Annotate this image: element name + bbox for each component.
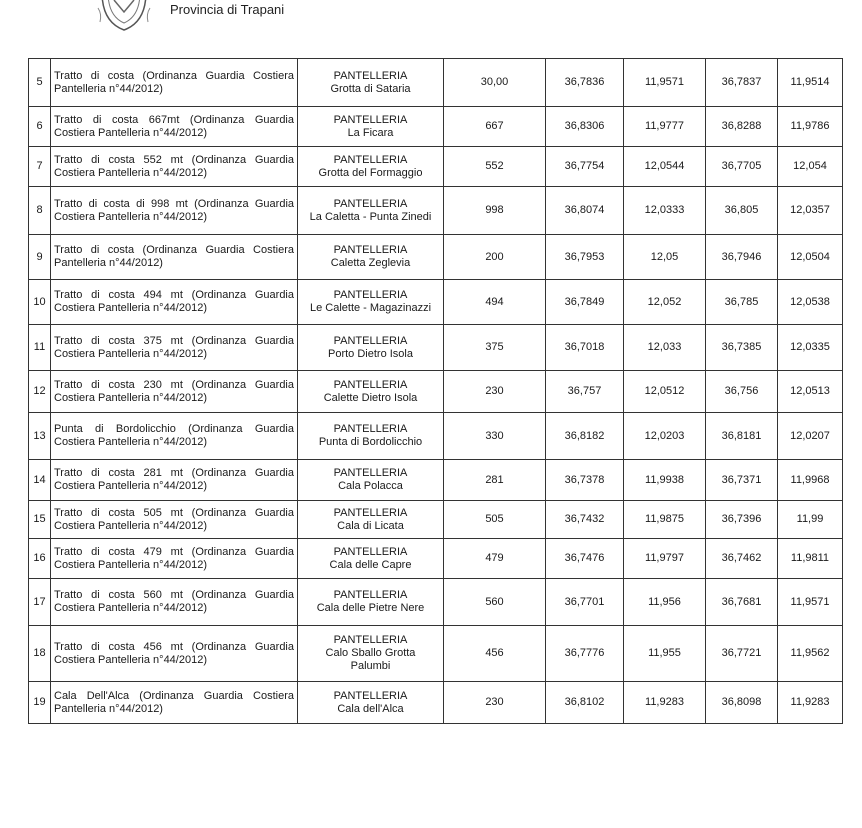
row-length: 479 [444, 539, 546, 579]
table-row [29, 682, 843, 724]
row-location [298, 460, 444, 501]
location-municipality: PANTELLERIA [333, 689, 408, 702]
row-lon-end: 11,9514 [778, 59, 843, 107]
row-length: 281 [444, 460, 546, 501]
row-lat-end: 36,8181 [706, 413, 778, 460]
location-site: La Ficara [347, 126, 394, 139]
row-location [298, 280, 444, 325]
row-lat-start: 36,7476 [546, 539, 624, 579]
row-lon-end: 12,0513 [778, 371, 843, 413]
row-number: 15 [29, 501, 51, 539]
row-description: Tratto di costa 281 mt (Ordinanza Guardia Costiera Pantelleria n°44/2012) [51, 460, 298, 501]
location-site: Calo Sballo Grotta [325, 647, 416, 659]
row-lat-end: 36,7946 [706, 235, 778, 280]
row-lon-end: 11,9968 [778, 460, 843, 501]
row-description: Tratto di costa di 998 mt (Ordinanza Guardia Costiera Pantelleria n°44/2012) [51, 187, 298, 235]
row-lat-end: 36,805 [706, 187, 778, 235]
row-lat-start: 36,7378 [546, 460, 624, 501]
row-number: 7 [29, 147, 51, 187]
row-length: 230 [444, 371, 546, 413]
row-lat-start: 36,8074 [546, 187, 624, 235]
row-number: 12 [29, 371, 51, 413]
table-row [29, 539, 843, 579]
location-municipality: PANTELLERIA [333, 244, 408, 256]
location-municipality: PANTELLERIA [333, 378, 408, 391]
row-lon-start: 12,052 [624, 280, 706, 325]
row-location [298, 413, 444, 460]
row-length: 552 [444, 147, 546, 187]
row-lon-start: 12,0512 [624, 371, 706, 413]
location-municipality: PANTELLERIA [333, 423, 408, 435]
table-row [29, 501, 843, 539]
row-lat-start: 36,7432 [546, 501, 624, 539]
row-lat-start: 36,8102 [546, 682, 624, 724]
row-description: Tratto di costa 494 mt (Ordinanza Guardia Costiera Pantelleria n°44/2012) [51, 280, 298, 325]
row-lon-end: 12,0335 [778, 325, 843, 371]
row-length: 494 [444, 280, 546, 325]
location-municipality: PANTELLERIA [333, 69, 408, 82]
table-row [29, 413, 843, 460]
row-length: 330 [444, 413, 546, 460]
row-lat-end: 36,7385 [706, 325, 778, 371]
location-municipality: PANTELLERIA [333, 197, 408, 210]
row-length: 456 [444, 626, 546, 682]
table-row [29, 371, 843, 413]
row-location [298, 371, 444, 413]
row-lat-start: 36,7018 [546, 325, 624, 371]
row-number: 14 [29, 460, 51, 501]
row-location [298, 579, 444, 626]
row-lon-start: 12,033 [624, 325, 706, 371]
row-lat-start: 36,8182 [546, 413, 624, 460]
row-description: Punta di Bordolicchio (Ordinanza Guardia Costiera Pantelleria n°44/2012) [51, 413, 298, 460]
row-lat-start: 36,757 [546, 371, 624, 413]
row-length: 560 [444, 579, 546, 626]
row-length: 998 [444, 187, 546, 235]
location-site: Porto Dietro Isola [328, 347, 413, 360]
row-lon-end: 11,9283 [778, 682, 843, 724]
row-lon-end: 11,9562 [778, 626, 843, 682]
row-lat-start: 36,7754 [546, 147, 624, 187]
row-number: 19 [29, 682, 51, 724]
table-row [29, 325, 843, 371]
row-lat-end: 36,8098 [706, 682, 778, 724]
row-lon-start: 11,9571 [624, 59, 706, 107]
row-lon-end: 12,0504 [778, 235, 843, 280]
location-municipality: PANTELLERIA [333, 634, 408, 646]
row-length: 667 [444, 107, 546, 147]
row-number: 11 [29, 325, 51, 371]
row-location [298, 235, 444, 280]
row-lat-end: 36,7371 [706, 460, 778, 501]
row-lon-end: 12,054 [778, 147, 843, 187]
row-lon-start: 11,955 [624, 626, 706, 682]
row-lon-end: 11,9571 [778, 579, 843, 626]
row-lon-end: 11,9786 [778, 107, 843, 147]
row-location [298, 59, 444, 107]
row-lon-start: 11,956 [624, 579, 706, 626]
location-municipality: PANTELLERIA [333, 506, 408, 519]
row-lat-end: 36,7462 [706, 539, 778, 579]
row-description: Tratto di costa (Ordinanza Guardia Costiera Pantelleria n°44/2012) [51, 235, 298, 280]
row-lon-end: 12,0207 [778, 413, 843, 460]
row-description: Tratto di costa 456 mt (Ordinanza Guardia Costiera Pantelleria n°44/2012) [51, 626, 298, 682]
province-crest-icon [96, 0, 152, 32]
row-lat-end: 36,7396 [706, 501, 778, 539]
row-lat-end: 36,8288 [706, 107, 778, 147]
table-row [29, 579, 843, 626]
row-length: 30,00 [444, 59, 546, 107]
row-lon-start: 12,05 [624, 235, 706, 280]
location-site: Grotta del Formaggio [318, 166, 423, 179]
table-row [29, 626, 843, 682]
row-lon-start: 12,0544 [624, 147, 706, 187]
row-lon-end: 12,0357 [778, 187, 843, 235]
location-site: Palumbi [350, 660, 391, 672]
province-name: Provincia di Trapani [170, 2, 285, 17]
table-row [29, 147, 843, 187]
location-site: Cala Polacca [338, 480, 403, 492]
row-lat-end: 36,785 [706, 280, 778, 325]
row-lon-end: 11,99 [778, 501, 843, 539]
table-row [29, 59, 843, 107]
location-municipality: PANTELLERIA [333, 589, 408, 601]
row-location [298, 147, 444, 187]
row-lon-start: 11,9777 [624, 107, 706, 147]
row-number: 16 [29, 539, 51, 579]
row-number: 10 [29, 280, 51, 325]
row-lon-end: 11,9811 [778, 539, 843, 579]
location-municipality: PANTELLERIA [333, 467, 408, 479]
row-lon-start: 11,9938 [624, 460, 706, 501]
row-number: 6 [29, 107, 51, 147]
row-length: 200 [444, 235, 546, 280]
table-row [29, 460, 843, 501]
location-site: Le Calette - Magazinazzi [309, 302, 432, 314]
location-site: Cala delle Pietre Nere [316, 602, 425, 614]
location-municipality: PANTELLERIA [333, 153, 408, 166]
location-site: Calette Dietro Isola [323, 391, 418, 404]
coast-table [28, 58, 843, 724]
row-location [298, 501, 444, 539]
row-length: 375 [444, 325, 546, 371]
row-number: 17 [29, 579, 51, 626]
location-municipality: PANTELLERIA [333, 113, 408, 126]
location-municipality: PANTELLERIA [333, 334, 408, 347]
row-lat-start: 36,8306 [546, 107, 624, 147]
row-description: Tratto di costa 479 mt (Ordinanza Guardia Costiera Pantelleria n°44/2012) [51, 539, 298, 579]
row-number: 8 [29, 187, 51, 235]
row-lat-start: 36,7701 [546, 579, 624, 626]
location-municipality: PANTELLERIA [333, 545, 408, 558]
location-site: Cala dell'Alca [337, 702, 404, 715]
row-location [298, 539, 444, 579]
table-row [29, 187, 843, 235]
row-description: Tratto di costa 230 mt (Ordinanza Guardia Costiera Pantelleria n°44/2012) [51, 371, 298, 413]
row-lat-end: 36,7705 [706, 147, 778, 187]
location-site: Punta di Bordolicchio [318, 436, 423, 448]
row-number: 9 [29, 235, 51, 280]
row-lat-start: 36,7776 [546, 626, 624, 682]
location-site: Grotta di Sataria [330, 82, 411, 95]
location-site: La Caletta - Punta Zinedi [309, 210, 432, 223]
row-location [298, 107, 444, 147]
row-length: 230 [444, 682, 546, 724]
row-description: Tratto di costa (Ordinanza Guardia Costiera Pantelleria n°44/2012) [51, 59, 298, 107]
row-lon-start: 11,9797 [624, 539, 706, 579]
row-description: Tratto di costa 667mt (Ordinanza Guardia Costiera Pantelleria n°44/2012) [51, 107, 298, 147]
row-location [298, 187, 444, 235]
row-lat-start: 36,7953 [546, 235, 624, 280]
row-lat-end: 36,756 [706, 371, 778, 413]
row-lon-start: 12,0203 [624, 413, 706, 460]
row-lat-start: 36,7836 [546, 59, 624, 107]
row-lon-start: 11,9875 [624, 501, 706, 539]
table-row [29, 280, 843, 325]
location-site: Caletta Zeglevia [330, 257, 411, 269]
table-row [29, 107, 843, 147]
location-municipality: PANTELLERIA [333, 289, 408, 301]
row-description: Tratto di costa 552 mt (Ordinanza Guardia Costiera Pantelleria n°44/2012) [51, 147, 298, 187]
row-number: 18 [29, 626, 51, 682]
row-lon-start: 12,0333 [624, 187, 706, 235]
row-lat-end: 36,7837 [706, 59, 778, 107]
row-length: 505 [444, 501, 546, 539]
row-description: Tratto di costa 560 mt (Ordinanza Guardia Costiera Pantelleria n°44/2012) [51, 579, 298, 626]
row-lon-end: 12,0538 [778, 280, 843, 325]
row-description: Tratto di costa 505 mt (Ordinanza Guardia Costiera Pantelleria n°44/2012) [51, 501, 298, 539]
row-number: 5 [29, 59, 51, 107]
table-row [29, 235, 843, 280]
row-description: Tratto di costa 375 mt (Ordinanza Guardia Costiera Pantelleria n°44/2012) [51, 325, 298, 371]
row-lat-start: 36,7849 [546, 280, 624, 325]
document-header [0, 0, 862, 40]
row-location [298, 325, 444, 371]
row-lat-end: 36,7721 [706, 626, 778, 682]
row-location [298, 626, 444, 682]
row-lon-start: 11,9283 [624, 682, 706, 724]
row-lat-end: 36,7681 [706, 579, 778, 626]
location-site: Cala delle Capre [329, 558, 412, 571]
row-number: 13 [29, 413, 51, 460]
row-location [298, 682, 444, 724]
row-description: Cala Dell'Alca (Ordinanza Guardia Costiera Pantelleria n°44/2012) [51, 682, 298, 724]
location-site: Cala di Licata [337, 519, 404, 532]
